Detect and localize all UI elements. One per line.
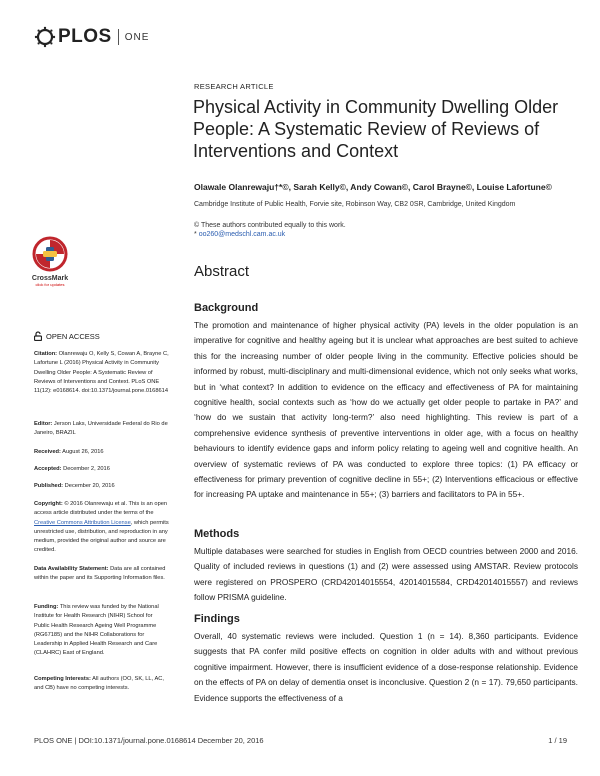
copyright-text-1: © 2016 Olanrewaju et al. This is an open access article distributed under the terms of the: [34, 501, 168, 517]
crossmark-sublabel: click for updates: [35, 282, 65, 287]
findings-heading: Findings: [194, 613, 240, 625]
open-access-label: OPEN ACCESS: [46, 331, 100, 341]
published-label: Published:: [34, 483, 64, 489]
competing-interests-text: All authors (OO, SK, LL, AC, and CB) have no competing interests.: [34, 676, 164, 692]
background-heading: Background: [194, 302, 259, 314]
findings-paragraph: Overall, 40 systematic reviews were included. Question 1 (n = 14). 8,360 participants. Evidence suggests that PA confer mild positive effects on cognition in older adults with and without previous cognitive impairment. However, there is insufficient evidence of a dose-response relationship. Evidence on the effects of PA on delay of dementia onset is inconclusive. Question 2 (n = 17). 79,650 participants. Evidence supports the effectiveness of a: [194, 631, 578, 703]
corresponding-email: [194, 231, 285, 238]
crossmark-badge[interactable]: [30, 236, 70, 287]
plos-dots-icon: [34, 26, 56, 48]
data-availability-block: [34, 565, 169, 584]
accepted-date: December 2, 2016: [63, 466, 110, 472]
received-date: August 26, 2016: [62, 449, 104, 455]
citation-label: Citation:: [34, 351, 58, 357]
methods-heading: Methods: [194, 528, 240, 540]
funding-block: [34, 603, 169, 659]
background-paragraph: The promotion and maintenance of higher physical activity (PA) levels in the older population is an imperative for cognitive and healthy ageing but it is unclear what approaches are best suited to achieve this for the increasing number of older people living in the community. Effective policies should be informed by robust, multi-disciplinary and multi-dimensional evidence, which not only seeks what works, but in ‘what context? In addition to evidence on the efficacy and effectiveness of PA for maintaining cognitive health, social contexts such as ‘how do we actually get older people to partake in PA?’ and ‘how do we sustain that activity long-term?’ also need highlighting. This review is part of a comprehensive evidence synthesis of preventive interventions in older age, with a focus on healthy behaviours to identify evidence gaps and inform policy relating to ageing well and cognitive health. An overview of systematic reviews of PA was conducted to explore three topics: (1) PA efficacy or effectiveness for primary prevention of cognitive decline in 55+; (2) Interventions efficacious or effective for increasing PA uptake and maintenance in 55+; (3) barriers and facilitators to PA in 55+.: [194, 320, 578, 500]
data-availability-text: Data are all contained within the paper and its Supporting Information files.: [34, 566, 166, 582]
accepted-label: Accepted:: [34, 466, 62, 472]
crossmark-icon: [30, 236, 70, 272]
page-footer: [34, 736, 567, 745]
competing-interests-label: Competing Interests:: [34, 676, 91, 682]
competing-interests-block: [34, 675, 169, 694]
logo-divider: [118, 29, 119, 45]
footer-citation: PLOS ONE | DOI:10.1371/journal.pone.0168614 December 20, 2016: [34, 736, 264, 745]
article-type: RESEARCH ARTICLE: [194, 82, 274, 91]
citation-text: Olanrewaju O, Kelly S, Cowan A, Brayne C, Lafortune L (2016) Physical Activity in Community Dwelling Older People: A Systematic Review of Reviews of Interventions and Context. PLoS ONE 11(12): e0168614. doi:10.1371/journal.pone.0168614: [34, 351, 169, 395]
article-title: Physical Activity in Community Dwelling Older People: A Systematic Review of Reviews of Interventions and Context: [193, 97, 559, 161]
logo-one-text: ONE: [124, 31, 150, 43]
editor-label: Editor:: [34, 421, 53, 427]
published-date: December 20, 2016: [64, 483, 115, 489]
email-asterisk: *: [194, 231, 197, 238]
email-link[interactable]: oo260@medschl.cam.ac.uk: [198, 231, 286, 238]
data-availability-label: Data Availability Statement:: [34, 566, 109, 572]
affiliation: Cambridge Institute of Public Health, Forvie site, Robinson Way, CB2 0SR, Cambridge, United Kingdom: [194, 201, 516, 208]
page-number: 1 / 19: [548, 736, 567, 745]
crossmark-label: CrossMark: [31, 275, 69, 282]
methods-paragraph: Multiple databases were searched for studies in English from OECD countries between 2000 and 2016. Quality of included reviews in questions (1) and (2) were assessed using AMSTAR. Review protocols were registered on PROSPERO (CRD42014015554, 42014015584, CRD42014015557) and reviews follow PRISMA guideline.: [194, 546, 578, 603]
received-block: [34, 448, 169, 457]
open-lock-icon: [34, 331, 42, 341]
funding-label: Funding:: [34, 604, 59, 610]
copyright-label: Copyright:: [34, 501, 63, 507]
license-link[interactable]: Creative Commons Attribution License: [34, 519, 131, 526]
copyright-block: [34, 500, 169, 556]
open-access-badge: [34, 331, 100, 341]
author-list: Olawale Olanrewaju†*©, Sarah Kelly©, Andy Cowan©, Carol Brayne©, Louise Lafortune©: [194, 182, 552, 192]
citation-block: [34, 350, 169, 396]
editor-block: [34, 420, 169, 439]
funding-text: This review was funded by the National Institute for Health Research (NIHR) School for Public Health Research Ageing Well Programme (RG67185) and the NIHR Collaborations for Leadership in Applied Health Research and Care (CLAHRC) East of England.: [34, 604, 159, 657]
editor-text: Jerson Laks, Universidade Federal do Rio de Janeiro, BRAZIL: [34, 421, 168, 437]
equal-contribution-note: © These authors contributed equally to this work.: [194, 222, 346, 229]
logo-plos-text: PLOS: [58, 26, 112, 47]
published-block: [34, 482, 169, 491]
copyright-text-2: , which permits unrestricted use, distribution, and reproduction in any medium, provided the original author and source are credited.: [34, 519, 169, 554]
accepted-block: [34, 465, 169, 474]
received-label: Received:: [34, 449, 61, 455]
plos-one-logo: [34, 26, 149, 48]
abstract-heading: Abstract: [194, 263, 250, 280]
